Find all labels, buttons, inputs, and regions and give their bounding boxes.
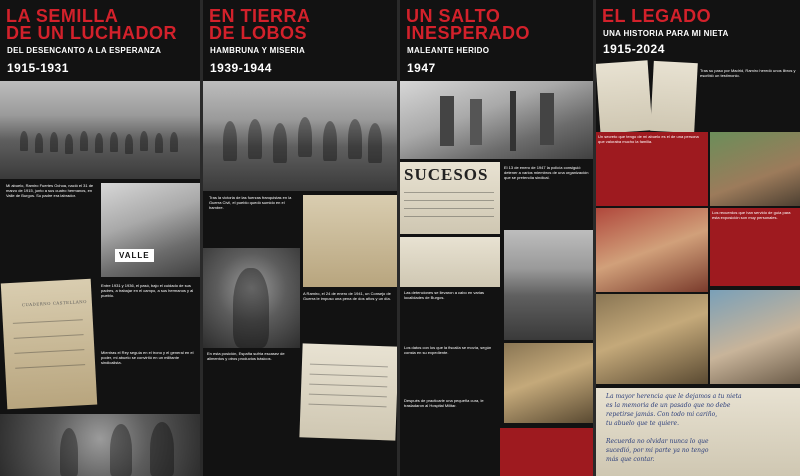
panel-text-militant: Mientras el Rey seguía en el trono y el general en el poder, mi abuelo se convirtió en un militante sindicalista. (101, 350, 194, 365)
panel-title: EN TIERRA DE LOBOS (209, 6, 311, 43)
panel-text-highlight (500, 428, 593, 476)
panel-subtitle: MALEANTE HERIDO (407, 46, 490, 55)
metal-box-photo (504, 343, 593, 423)
court-document-photo (299, 343, 397, 440)
letter-text: La mayor herencia que le dejamos a tu nieta es la memoria de un pasado que no debe repetirse jamás. Con todo mi cariño, tu abuelo que te quiere. Recuerda no olvidar nunca lo que sucedió, por mi parte ya no tengo más que contar. (606, 393, 742, 463)
panel-text-middle: Entre 1931 y 1936, el pasó, bajo el cuidado de sus padres, a trabajar en el campo, a sus hermanos y al pueblo. (101, 283, 194, 298)
handwritten-letter (596, 388, 800, 476)
grandparents-baby-photo (710, 290, 800, 384)
panel-subtitle: DEL DESENCANTO A LA ESPERANZA (7, 46, 162, 55)
document-photo (400, 237, 500, 287)
book-cover-photo (650, 61, 698, 133)
newspaper-headline: SUCESOS (404, 165, 489, 184)
newspaper-clipping (400, 162, 500, 234)
notebook-photo (1, 279, 97, 410)
panel-text-bottom (207, 438, 393, 474)
panel-tierra-lobos (203, 0, 397, 476)
panel-years: 1939-1944 (210, 61, 272, 75)
panel-years: 1947 (407, 61, 436, 75)
school-children-photo (0, 81, 200, 179)
soldiers-photo (0, 414, 200, 476)
panel-legado (596, 0, 800, 476)
panel-title: UN SALTO INESPERADO (406, 6, 531, 43)
prison-corridor-photo (400, 81, 593, 159)
notebook-title: CUADERNO CASTELLANO (21, 298, 88, 308)
panel-text-intro: Tras su paso por Madrid, Ramiro heredó unos libros y escribió un testimonio. (700, 68, 796, 78)
portrait-photo (203, 248, 300, 348)
elderly-man-photo (710, 132, 800, 206)
panel-text-detentions: Las detenciones se llevaron a cabo en varias localidades de Burgos. (404, 290, 485, 300)
prisoners-group-photo (203, 81, 397, 191)
birthday-photo (596, 208, 708, 292)
panel-salto (400, 0, 593, 476)
panel-text-secret: Un secreto que tengo de mi abuelo es el de una persona que valoraba mucho la familia. (596, 132, 708, 206)
photo-label: VALLE (115, 249, 154, 262)
panel-subtitle: UNA HISTORIA PARA MI NIETA (603, 29, 729, 38)
panel-years: 1915-2024 (603, 42, 665, 56)
valley-photo (101, 183, 200, 277)
panel-title: EL LEGADO (602, 6, 712, 26)
painting-tin-photo (596, 294, 708, 384)
panel-text-arrest: El 13 de enero de 1947 la policía consiguió detener a varios miembros de una organización que se pretendía sindical. (504, 165, 589, 180)
panel-text-intro: Mi abuelo, Ramiro Fuertes Ochoa, nació el 31 de marzo de 1915, junto a sus cuatro hermanos, en Valle de Burgos. Su padre era labrador. (6, 183, 94, 198)
panel-years: 1915-1931 (7, 61, 69, 75)
panel-text-economy: En esta posición, España sufría escasez de alimentos y otros productos básicos. (207, 351, 285, 361)
panel-text-memories: Los recuerdos que han servido de guía para esta exposición son muy personales. (710, 208, 800, 286)
panel-semilla (0, 0, 200, 476)
panel-title: LA SEMILLA DE UN LUCHADOR (6, 6, 177, 43)
panel-subtitle: HAMBRUNA Y MISERIA (210, 46, 306, 55)
handwritten-book-photo (596, 60, 652, 133)
prison-exterior-photo (504, 230, 593, 340)
panel-text-intro: Tras la victoria de las fuerzas franquistas en la Guerra Civil, el pueblo quedó sumido en el hambre. (209, 195, 292, 210)
ration-card-photo (303, 195, 397, 287)
panel-text-cure: Después de practicarle una pequeña cura, le trasladaron al Hospital Militar. (404, 398, 484, 408)
panel-text-data: Los datos con los que la fiscalía se movía, según consta en su expediente. (404, 345, 492, 355)
panel-text-trial: A Ramiro, el 24 de enero de 1941, un Consejo de Guerra le impuso una pena de dos años y un día. (303, 291, 391, 301)
